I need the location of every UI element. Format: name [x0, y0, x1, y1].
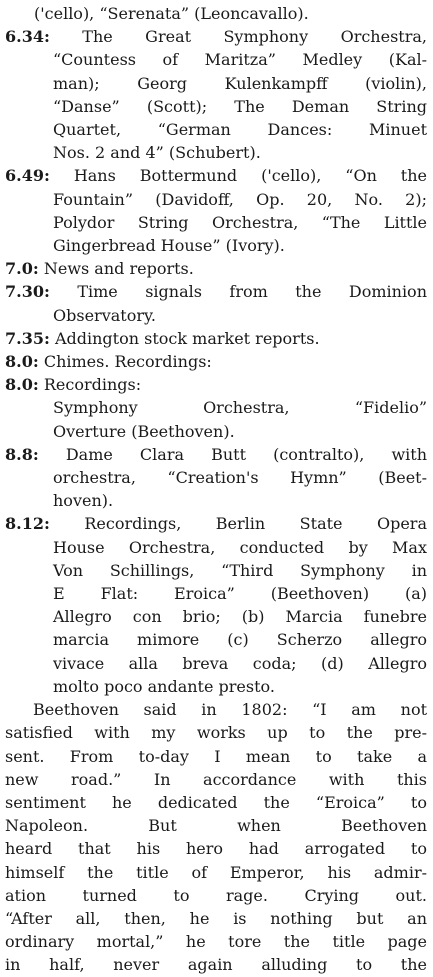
- text-line: [5, 698, 427, 721]
- line-text: Hans Bottermund ('cello), “On the: [73, 166, 427, 186]
- line-text: News and reports.: [43, 259, 194, 279]
- text-line: [5, 628, 427, 651]
- program-time: 8.0:: [5, 375, 39, 395]
- text-line: [5, 837, 427, 860]
- text-line: [5, 72, 427, 95]
- text-line: [5, 907, 427, 930]
- text-line: [5, 814, 427, 837]
- line-text: Gingerbread House” (Ivory).: [53, 236, 285, 256]
- text-line: [5, 25, 427, 48]
- text-line: [5, 118, 427, 141]
- line-text: Time signals from the Dominion: [77, 282, 427, 302]
- line-text: sent. From to-day I mean to take a: [5, 746, 427, 766]
- line-text: “Danse” (Scott); The Deman String: [53, 96, 427, 116]
- text-line: [5, 768, 427, 791]
- text-line: [5, 536, 427, 559]
- program-time: 6.34:: [5, 27, 50, 47]
- line-text: Allegro con brio; (b) Marcia funebre: [53, 607, 427, 627]
- text-line: [5, 2, 427, 25]
- line-text: Quartet, “German Dances: Minuet: [53, 120, 427, 140]
- program-time: 7.30:: [5, 282, 50, 302]
- line-text: “Countess of Maritza” Medley (Kal-: [53, 50, 427, 70]
- line-text: ation turned to rage. Crying out.: [5, 885, 427, 905]
- text-line: [5, 373, 427, 396]
- line-text: in half, never again alluding to the: [5, 955, 427, 975]
- line-text: ordinary mortal,” he tore the title page: [5, 932, 427, 952]
- line-text: himself the title of Emperor, his admir-: [5, 862, 427, 882]
- text-line: [5, 257, 427, 280]
- line-text: Observatory.: [53, 305, 156, 325]
- line-text: ('cello), “Serenata” (Leoncavallo).: [34, 4, 309, 23]
- text-line: [5, 443, 427, 466]
- line-text: Recordings, Berlin State Opera: [84, 514, 427, 534]
- line-text: Addington stock market reports.: [54, 328, 320, 348]
- program-time: 8.0:: [5, 352, 39, 372]
- line-text: Overture (Beethoven).: [53, 421, 235, 441]
- line-text: Recordings:: [43, 375, 142, 395]
- line-text: Symphony Orchestra, “Fidelio”: [53, 398, 427, 418]
- text-line: [5, 652, 427, 675]
- line-text: Polydor String Orchestra, “The Little: [53, 212, 427, 232]
- line-text: Von Schillings, “Third Symphony in: [53, 560, 427, 580]
- text-line: [5, 420, 427, 443]
- line-text: molto poco andante presto.: [53, 676, 275, 696]
- program-time: 7.35:: [5, 328, 50, 348]
- text-line: [5, 559, 427, 582]
- text-line: [5, 466, 427, 489]
- text-line: [5, 234, 427, 257]
- text-line: [5, 489, 427, 512]
- text-line: [5, 48, 427, 71]
- line-text: Napoleon. But when Beethoven: [5, 816, 427, 836]
- text-line: [5, 350, 427, 373]
- line-text: orchestra, “Creation's Hymn” (Beet-: [53, 468, 427, 488]
- text-line: [5, 930, 427, 953]
- text-line: [5, 721, 427, 744]
- line-text: new road.” In accordance with this: [5, 769, 427, 789]
- line-text: vivace alla breva coda; (d) Allegro: [53, 653, 427, 673]
- text-line: [5, 861, 427, 884]
- text-line: [5, 605, 427, 628]
- text-line: [5, 164, 427, 187]
- line-text: heard that his hero had arrogated to: [5, 839, 427, 859]
- line-text: sentiment he dedicated the “Eroica” to: [5, 792, 427, 812]
- text-line: [5, 582, 427, 605]
- text-line: [5, 95, 427, 118]
- line-text: Beethoven said in 1802: “I am not: [33, 700, 427, 720]
- text-line: [5, 211, 427, 234]
- text-line: [5, 884, 427, 907]
- line-text: man); Georg Kulenkampff (violin),: [53, 73, 427, 93]
- text-line: [5, 304, 427, 327]
- text-line: [5, 745, 427, 768]
- line-text: The Great Symphony Orchestra,: [82, 27, 427, 47]
- line-text: Dame Clara Butt (contralto), with: [65, 444, 427, 464]
- program-time: 8.12:: [5, 514, 50, 534]
- line-text: Nos. 2 and 4” (Schubert).: [53, 143, 261, 163]
- program-time: 8.8:: [5, 444, 39, 464]
- line-text: E Flat: Eroica” (Beethoven) (a): [53, 584, 427, 604]
- text-line: [5, 141, 427, 164]
- line-text: Chimes. Recordings:: [43, 352, 212, 372]
- text-line: [5, 512, 427, 535]
- line-text: “After all, then, he is nothing but an: [5, 908, 427, 928]
- program-time: 7.0:: [5, 259, 39, 279]
- text-line: [5, 327, 427, 350]
- text-line: [5, 396, 427, 419]
- text-line: [5, 188, 427, 211]
- line-text: House Orchestra, conducted by Max: [53, 537, 427, 557]
- line-text: marcia mimore (c) Scherzo allegro: [53, 630, 427, 650]
- text-line: [5, 675, 427, 698]
- text-line: [5, 953, 427, 976]
- line-text: hoven).: [53, 491, 114, 511]
- program-time: 6.49:: [5, 166, 50, 186]
- text-line: [5, 280, 427, 303]
- line-text: satisfied with my works up to the pre-: [5, 723, 427, 743]
- text-line: [5, 791, 427, 814]
- line-text: Fountain” (Davidoff, Op. 20, No. 2);: [53, 189, 427, 209]
